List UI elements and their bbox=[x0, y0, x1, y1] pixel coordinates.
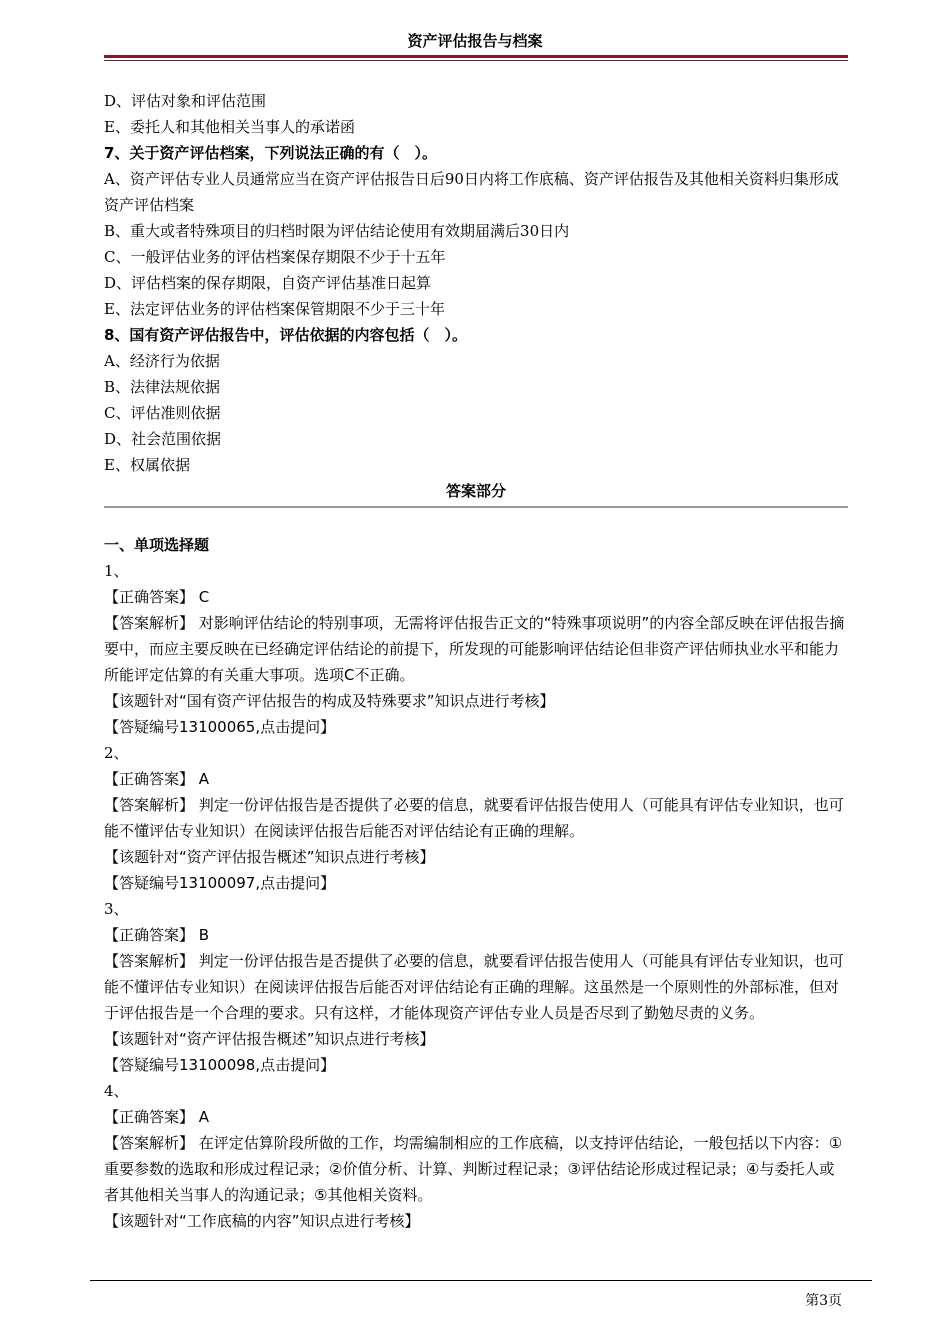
answer-1 bbox=[104, 558, 848, 740]
answer-query-link[interactable]: 【答疑编号13100065,点击提问】 bbox=[104, 718, 336, 736]
answer-topic: 【该题针对“资产评估报告概述”知识点进行考核】 bbox=[104, 848, 435, 866]
answer-analysis: 【答案解析】 对影响评估结论的特别事项，无需将评估报告正文的“特殊事项说明”的内容全部反映在评估报告摘要中，而应主要反映在已经确定评估结论的前提下，所发现的可能影响评估结论但非资产评估师执业水平和能力所能评定估算的有关重大事项。选项C不正确。 bbox=[104, 614, 845, 684]
correct-answer: 【正确答案】 C bbox=[104, 588, 210, 606]
answer-number: 4、 bbox=[104, 1082, 129, 1100]
footer-rule bbox=[90, 1280, 872, 1281]
question-7-option-a: A、资产评估专业人员通常应当在资产评估报告日后90日内将工作底稿、资产评估报告及其他相关资料归集形成资产评估档案 bbox=[104, 170, 839, 214]
document-body bbox=[104, 88, 848, 1234]
question-8-option-b: B、法律法规依据 bbox=[104, 378, 221, 396]
answer-number: 3、 bbox=[104, 900, 129, 918]
question-8-option-c: C、评估准则依据 bbox=[104, 404, 221, 422]
question-8-stem: 8、国有资产评估报告中，评估依据的内容包括（ ）。 bbox=[104, 326, 467, 344]
answer-subsection-title: 一、单项选择题 bbox=[104, 536, 210, 554]
header-rule-thin bbox=[104, 60, 848, 61]
answer-query-link[interactable]: 【答疑编号13100097,点击提问】 bbox=[104, 874, 336, 892]
question-7-option-d: D、评估档案的保存期限，自资产评估基准日起算 bbox=[104, 274, 432, 292]
answer-topic: 【该题针对“资产评估报告概述”知识点进行考核】 bbox=[104, 1030, 435, 1048]
answer-number: 2、 bbox=[104, 744, 129, 762]
correct-answer: 【正确答案】 B bbox=[104, 926, 210, 944]
answer-section-title: 答案部分 bbox=[445, 482, 506, 500]
page-number: 第3页 bbox=[805, 1293, 842, 1309]
correct-answer: 【正确答案】 A bbox=[104, 770, 210, 788]
question-8-option-e: E、权属依据 bbox=[104, 456, 190, 474]
header-rule bbox=[104, 55, 848, 58]
answer-3 bbox=[104, 896, 848, 1078]
answer-query-link[interactable]: 【答疑编号13100098,点击提问】 bbox=[104, 1056, 336, 1074]
answer-topic: 【该题针对“国有资产评估报告的构成及特殊要求”知识点进行考核】 bbox=[104, 692, 555, 710]
answer-analysis: 【答案解析】 判定一份评估报告是否提供了必要的信息，就要看评估报告使用人（可能具有评估专业知识，也可能不懂评估专业知识）在阅读评估报告后能否对评估结论有正确的理解。这虽然是一个原则性的外部标准，但对于评估报告是一个合理的要求。只有这样，才能体现资产评估专业人员是否尽到了勤勉尽责的义务。 bbox=[104, 952, 844, 1022]
option-line: D、评估对象和评估范围 bbox=[104, 92, 267, 110]
correct-answer: 【正确答案】 A bbox=[104, 1108, 210, 1126]
question-7-option-e: E、法定评估业务的评估档案保管期限不少于三十年 bbox=[104, 300, 445, 318]
answer-number: 1、 bbox=[104, 562, 129, 580]
question-8-option-d: D、社会范围依据 bbox=[104, 430, 222, 448]
page-header-title: 资产评估报告与档案 bbox=[407, 32, 543, 50]
question-8-option-a: A、经济行为依据 bbox=[104, 352, 220, 370]
question-7-stem: 7、关于资产评估档案，下列说法正确的有（ ）。 bbox=[104, 144, 437, 162]
answer-analysis: 【答案解析】 在评定估算阶段所做的工作，均需编制相应的工作底稿，以支持评估结论，一般包括以下内容：①重要参数的选取和形成过程记录；②价值分析、计算、判断过程记录；③评估结论形成过程记录；④与委托人或者其他相关当事人的沟通记录；⑤其他相关资料。 bbox=[104, 1134, 843, 1204]
answer-analysis: 【答案解析】 判定一份评估报告是否提供了必要的信息，就要看评估报告使用人（可能具有评估专业知识，也可能不懂评估专业知识）在阅读评估报告后能否对评估结论有正确的理解。 bbox=[104, 796, 844, 840]
question-7-option-b: B、重大或者特殊项目的归档时限为评估结论使用有效期届满后30日内 bbox=[104, 222, 570, 240]
answer-topic: 【该题针对“工作底稿的内容”知识点进行考核】 bbox=[104, 1212, 420, 1230]
answer-2 bbox=[104, 740, 848, 896]
question-7-option-c: C、一般评估业务的评估档案保存期限不少于十五年 bbox=[104, 248, 446, 266]
option-line: E、委托人和其他相关当事人的承诺函 bbox=[104, 118, 355, 136]
answer-4 bbox=[104, 1078, 848, 1234]
